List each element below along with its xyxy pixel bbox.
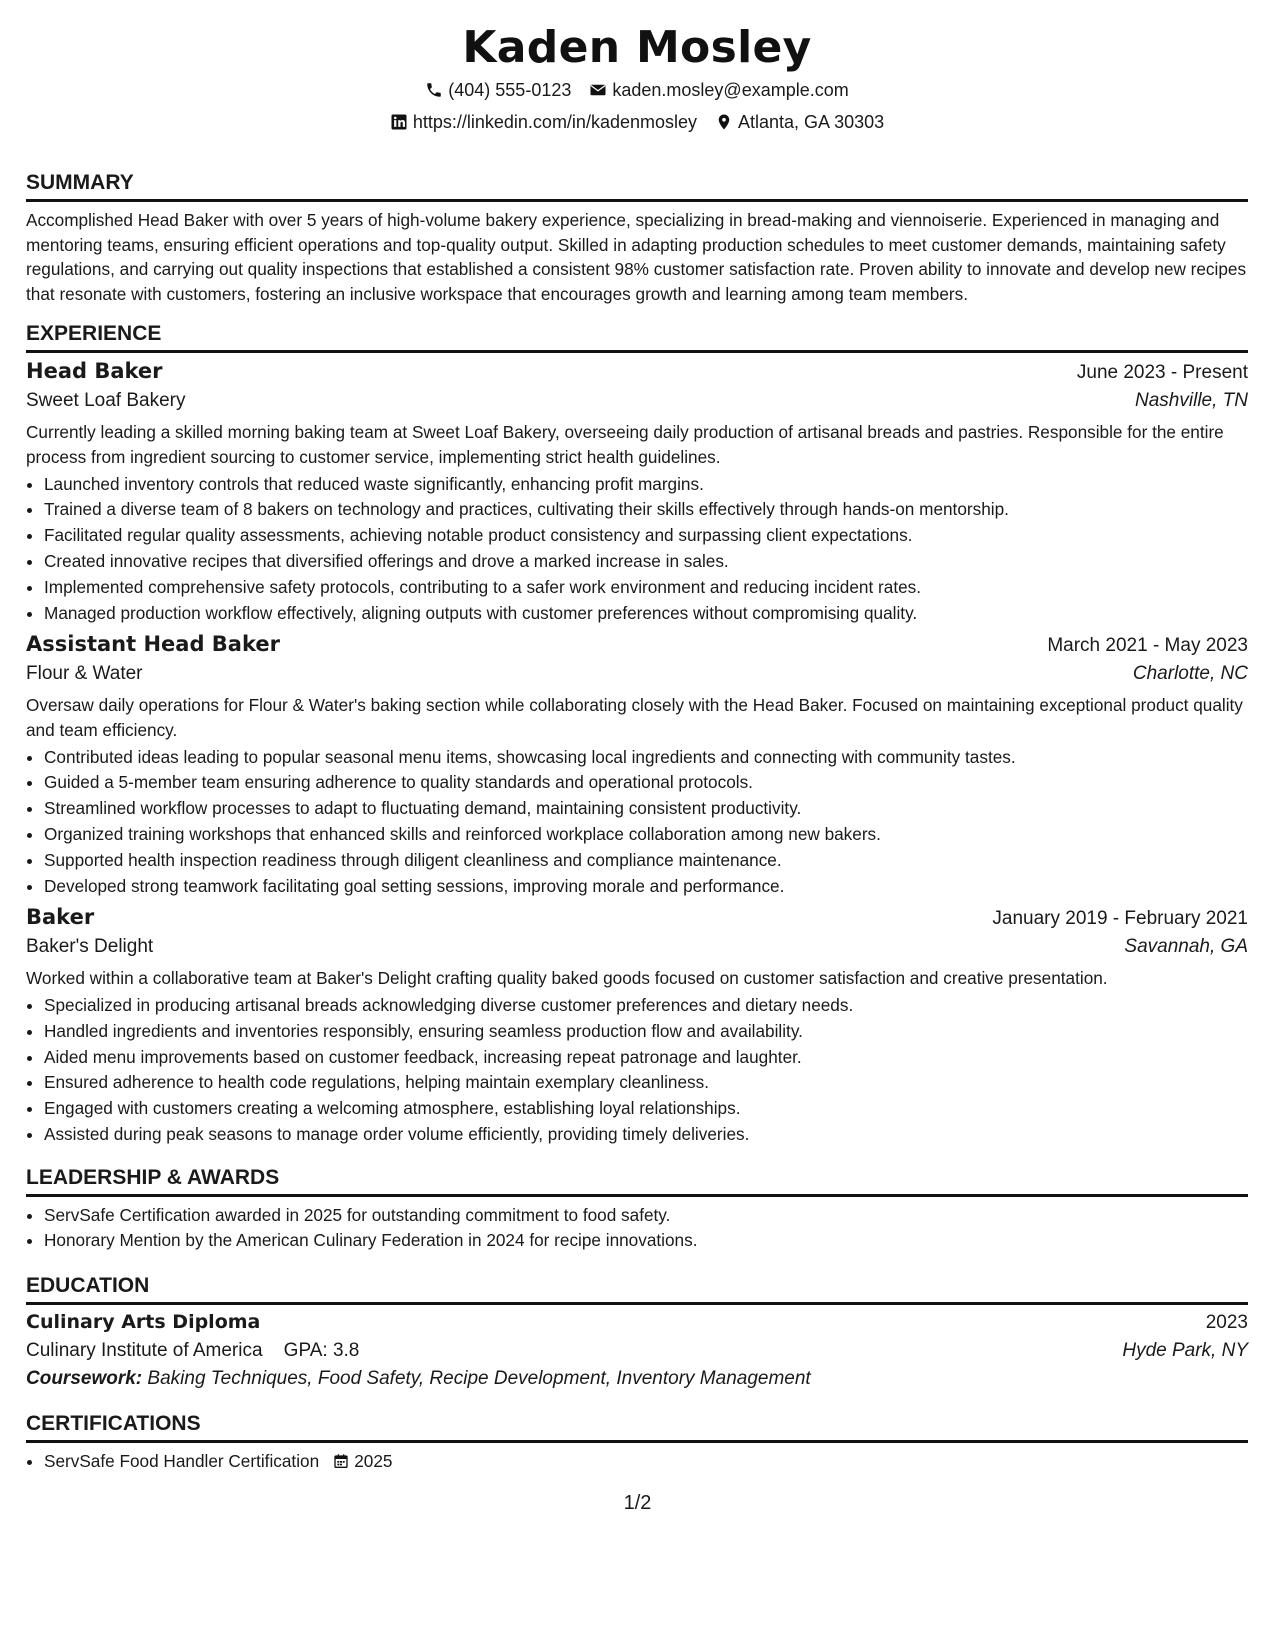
education-section — [26, 1274, 1248, 1390]
company-name: Baker's Delight — [26, 936, 154, 958]
list-item: • Contributed ideas leading to popular seasonal menu items, showcasing local ingredients and connecting with community tastes. — [44, 745, 1248, 771]
summary-text: Accomplished Head Baker with over 5 years of high-volume bakery experience, specializing in bread-making and viennoiserie. Experienced in managing and mentoring teams, ensuring efficient operations and top-quality output. Skilled in adapting production schedules to meet customer demands, maintaining safety regulations, and carrying out quality inspections that established a consistent 98% customer satisfaction rate. Proven ability to innovate and develop new recipes that resonate with customers, fostering an inclusive workspace that encourages growth and learning among team members. — [26, 210, 1247, 304]
job-title: Head Baker — [26, 359, 163, 384]
section-title-summary: SUMMARY — [26, 171, 1248, 202]
experience-section — [26, 322, 1248, 1147]
job-dates: January 2019 - February 2021 — [992, 908, 1248, 930]
certification-name: ServSafe Food Handler Certification — [44, 1451, 320, 1472]
school-name: Culinary Institute of America — [26, 1340, 263, 1362]
job-location: Charlotte, NC — [1132, 663, 1248, 685]
envelope-icon — [589, 81, 607, 99]
job-description: Worked within a collaborative team at Baker's Delight crafting quality baked goods focused on customer satisfaction and creative presentation. — [26, 968, 1108, 989]
job-location: Nashville, TN — [1135, 390, 1248, 412]
certification-list — [26, 1449, 1248, 1475]
list-item — [44, 1449, 1248, 1475]
job-subheader — [26, 663, 1248, 685]
list-item: • Developed strong teamwork facilitating goal setting sessions, improving morale and performance. — [44, 874, 1248, 900]
section-title-certifications: CERTIFICATIONS — [26, 1412, 1248, 1443]
leadership-section — [26, 1166, 1248, 1255]
education-header — [26, 1311, 1248, 1334]
location-text: Atlanta, GA 30303 — [738, 111, 885, 132]
job-description: Oversaw daily operations for Flour & Water's baking section while collaborating closely with the Head Baker. Focused on maintaining exceptional product quality and team efficiency. — [26, 695, 1243, 740]
list-item: • Organized training workshops that enhanced skills and reinforced workplace collaboration among new bakers. — [44, 822, 1248, 848]
job-subheader — [26, 390, 1248, 412]
list-item: • Aided menu improvements based on customer feedback, increasing repeat patronage and laughter. — [44, 1045, 1248, 1071]
list-item: • Ensured adherence to health code regulations, helping maintain exemplary cleanliness. — [44, 1070, 1248, 1096]
list-item: • Launched inventory controls that reduced waste significantly, enhancing profit margins. — [44, 472, 1248, 498]
list-item: • Supported health inspection readiness through diligent cleanliness and compliance maintenance. — [44, 848, 1248, 874]
list-item: • Managed production workflow effectively, aligning outputs with customer preferences without compromising quality. — [44, 601, 1248, 627]
resume-page — [26, 0, 1248, 1475]
job-header — [26, 359, 1248, 384]
certification-year: 2025 — [354, 1451, 393, 1472]
section-title-leadership: LEADERSHIP & AWARDS — [26, 1166, 1248, 1197]
gpa: GPA: 3.8 — [283, 1340, 360, 1362]
phone-text: (404) 555-0123 — [448, 79, 572, 100]
map-pin-icon — [715, 113, 733, 131]
job-description: Currently leading a skilled morning baking team at Sweet Loaf Bakery, overseeing daily production of artisanal breads and pastries. Responsible for the entire process from ingredient sourcing to customer service, implementing strict health guidelines. — [26, 422, 1224, 467]
job-location: Savannah, GA — [1124, 936, 1248, 958]
calendar-icon — [333, 1453, 349, 1469]
job-dates: June 2023 - Present — [1076, 362, 1248, 384]
list-item: • Engaged with customers creating a welcoming atmosphere, establishing loyal relationships. — [44, 1096, 1248, 1122]
section-title-education: EDUCATION — [26, 1274, 1248, 1305]
list-item: • Created innovative recipes that diversified offerings and drove a marked increase in sales. — [44, 549, 1248, 575]
section-title-experience: EXPERIENCE — [26, 322, 1248, 353]
list-item: • Facilitated regular quality assessments, achieving notable product consistency and surpassing client expectations. — [44, 523, 1248, 549]
list-item: • Specialized in producing artisanal breads acknowledging diverse customer preferences and dietary needs. — [44, 993, 1248, 1019]
candidate-name: Kaden Mosley — [462, 22, 812, 73]
company-name: Sweet Loaf Bakery — [26, 390, 186, 412]
company-name: Flour & Water — [26, 663, 143, 685]
contact-row-2 — [26, 107, 1248, 137]
list-item: • Honorary Mention by the American Culinary Federation in 2024 for recipe innovations. — [44, 1228, 1248, 1254]
list-item: • Assisted during peak seasons to manage order volume efficiently, providing timely deliveries. — [44, 1122, 1248, 1148]
list-item: • Guided a 5-member team ensuring adherence to quality standards and operational protocols. — [44, 770, 1248, 796]
school-and-gpa — [26, 1340, 359, 1362]
job-bullets — [26, 745, 1248, 900]
job-bullets — [26, 993, 1248, 1148]
leadership-bullets — [26, 1203, 1248, 1255]
job-title: Assistant Head Baker — [26, 632, 280, 657]
linkedin-item[interactable] — [390, 112, 697, 133]
email-item[interactable] — [589, 80, 848, 101]
job-bullets — [26, 472, 1248, 627]
list-item: • Handled ingredients and inventories responsibly, ensuring seamless production flow and availability. — [44, 1019, 1248, 1045]
job-subheader — [26, 936, 1248, 958]
job-entry — [26, 632, 1248, 899]
job-header — [26, 632, 1248, 657]
job-entry — [26, 905, 1248, 1147]
job-dates: March 2021 - May 2023 — [1047, 635, 1248, 657]
list-item: • Trained a diverse team of 8 bakers on technology and practices, cultivating their skills effectively through hands-on mentorship. — [44, 497, 1248, 523]
phone-icon — [425, 81, 443, 99]
job-title: Baker — [26, 905, 95, 930]
list-item: • ServSafe Certification awarded in 2025 for outstanding commitment to food safety. — [44, 1203, 1248, 1229]
education-subheader — [26, 1340, 1248, 1362]
linkedin-icon — [390, 113, 408, 131]
email-link[interactable]: kaden.mosley@example.com — [612, 79, 849, 100]
coursework — [26, 1368, 1248, 1390]
education-location: Hyde Park, NY — [1122, 1340, 1248, 1362]
list-item: • Streamlined workflow processes to adapt to fluctuating demand, maintaining consistent productivity. — [44, 796, 1248, 822]
coursework-list: Baking Techniques, Food Safety, Recipe Development, Inventory Management — [147, 1368, 811, 1390]
linkedin-link[interactable]: https://linkedin.com/in/kadenmosley — [412, 111, 698, 132]
certifications-section — [26, 1412, 1248, 1475]
contact-row-1 — [26, 75, 1248, 105]
phone-item — [425, 80, 571, 101]
coursework-label: Coursework: — [26, 1368, 143, 1390]
location-item — [715, 112, 884, 133]
degree-title: Culinary Arts Diploma — [26, 1311, 261, 1334]
job-header — [26, 905, 1248, 930]
page-number: 1/2 — [623, 1492, 652, 1514]
job-entry — [26, 359, 1248, 626]
list-item: • Implemented comprehensive safety protocols, contributing to a safer work environment and reducing incident rates. — [44, 575, 1248, 601]
summary-section — [26, 171, 1248, 306]
education-year: 2023 — [1205, 1312, 1248, 1334]
